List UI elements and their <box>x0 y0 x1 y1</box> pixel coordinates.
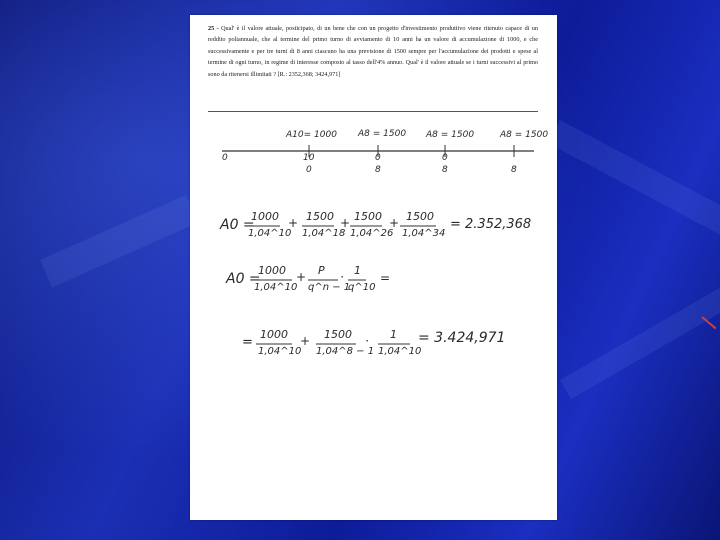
eq3-term2-num: 1500 <box>324 328 352 341</box>
scanned-page <box>190 15 557 520</box>
eq3-dot: · <box>365 334 369 348</box>
background-stripe <box>548 120 720 256</box>
eq1-term2-den: 1,04^18 <box>302 228 346 239</box>
eq1-result: = 2.352,368 <box>450 217 532 232</box>
eq1-term4-num: 1500 <box>406 210 434 223</box>
eq3-lhs: = <box>242 335 253 350</box>
timeline-axis <box>190 15 557 520</box>
eq3-plus: + <box>300 334 311 348</box>
eq1-term3-num: 1500 <box>354 210 382 223</box>
eq2-term3-den: q^10 <box>348 282 376 293</box>
eq1-term1-den: 1,04^10 <box>248 228 292 239</box>
timeline-label-a8: A8 = 1500 <box>358 129 407 139</box>
timeline-label-a10: A10= 1000 <box>286 130 337 140</box>
problem-number: 25 - <box>208 25 219 32</box>
timeline-tick: 8 <box>511 165 517 175</box>
eq2-term2-num: P <box>318 264 325 277</box>
eq1-term3-den: 1,04^26 <box>350 228 394 239</box>
timeline-tick: 0 <box>442 153 448 163</box>
eq2-lhs: A0 = <box>226 271 261 287</box>
eq2-term2-den: q^n − 1 <box>308 282 351 293</box>
background-stripe <box>560 280 720 399</box>
problem-result: [R.: 2352,368; 3424,971] <box>277 70 341 78</box>
timeline-label-a8: A8 = 1500 <box>426 130 475 140</box>
timeline-tick: 8 <box>442 165 448 175</box>
eq2-term1-num: 1000 <box>258 264 286 277</box>
eq1-lhs: A0 = <box>220 217 255 233</box>
eq1-term1-num: 1000 <box>251 210 279 223</box>
eq3-term2-den: 1,04^8 − 1 <box>316 346 375 357</box>
eq2-plus: + <box>296 270 307 284</box>
eq3-term3-num: 1 <box>390 328 397 341</box>
eq2-tail: = <box>380 271 391 285</box>
eq3-term1-num: 1000 <box>260 328 288 341</box>
eq1-plus: + <box>288 216 299 230</box>
timeline-tick: 0 <box>375 153 381 163</box>
eq3-result: = 3.424,971 <box>418 330 506 346</box>
background-stripe <box>40 195 198 287</box>
timeline-tick: 10 <box>303 153 315 163</box>
timeline-tick: 0 <box>306 165 312 175</box>
eq2-term3-num: 1 <box>354 264 361 277</box>
timeline-tick: 0 <box>222 153 228 163</box>
timeline-label-a8: A8 = 1500 <box>500 130 549 140</box>
eq2-dot: · <box>340 270 344 284</box>
problem-body: Qual' è il valore attuale, posticipato, di un bene che con un progetto d'investimento produttivo viene ritenuto capace di un reddito poliannuale, che al termine del primo turno di avviamento di 10 anni ha un valore di accumulazione di 1000, e che successivamente e per tre turni di 8 anni ciascuno ha una previsione di 1500 sempre per l'accumulazione dei prodotti e spese al termine di ogni turno, in regime di interesse composto al tasso dell'4% annuo. Qual' è il valore attuale se i turni successivi al primo sono da ritenersi illimitati ? <box>208 25 538 78</box>
eq1-term4-den: 1,04^34 <box>402 228 446 239</box>
eq1-plus: + <box>340 216 351 230</box>
eq1-term2-num: 1500 <box>306 210 334 223</box>
timeline-tick: 8 <box>375 165 381 175</box>
eq3-term3-den: 1,04^10 <box>378 346 422 357</box>
eq1-plus: + <box>389 216 400 230</box>
eq2-term1-den: 1,04^10 <box>254 282 298 293</box>
eq3-term1-den: 1,04^10 <box>258 346 302 357</box>
